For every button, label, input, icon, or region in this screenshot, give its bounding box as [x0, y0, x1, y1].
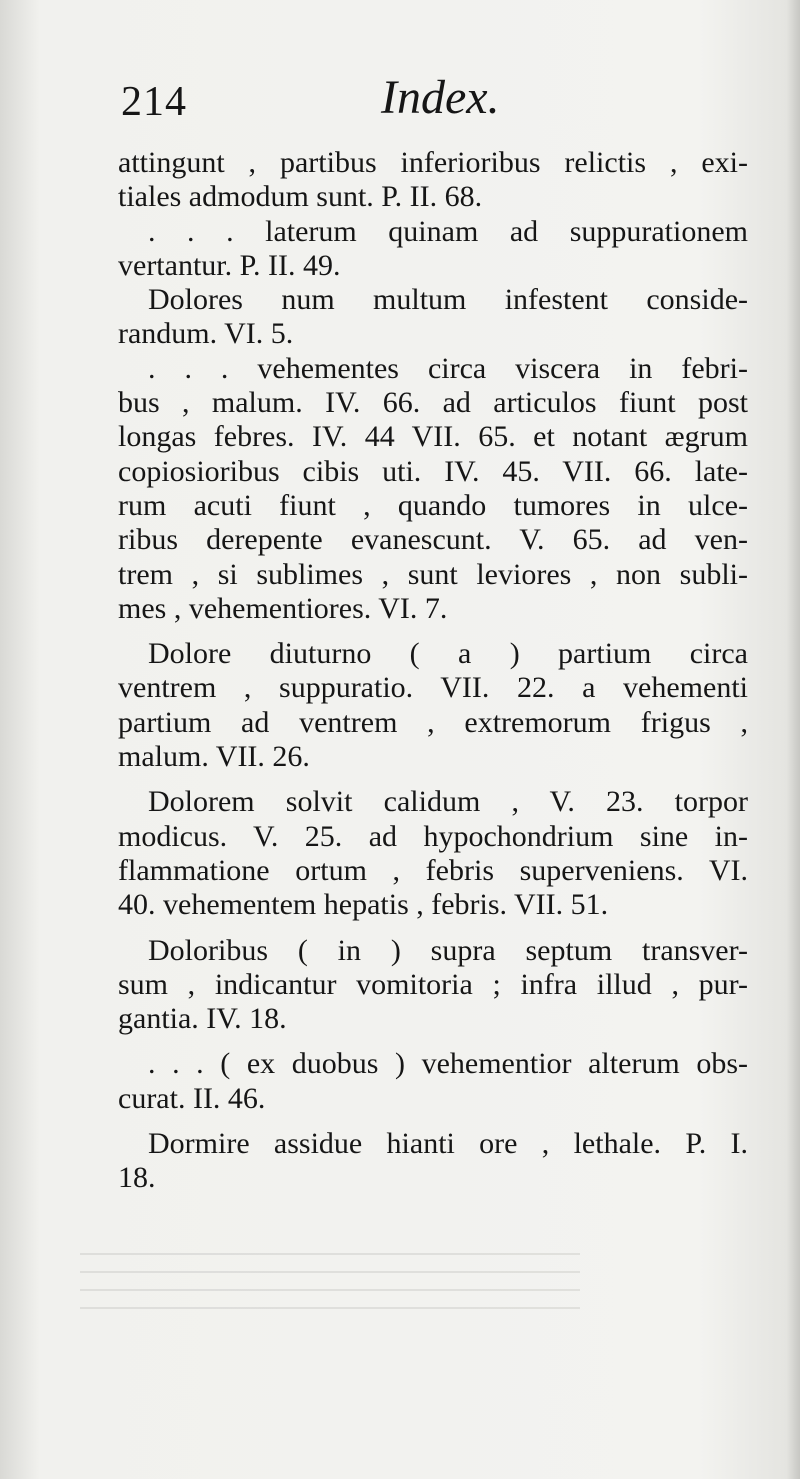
index-line: randum. VI. 5. — [118, 317, 294, 351]
index-text — [118, 146, 748, 1196]
index-line: modicus. V. 25. ad hypochondrium sine in- — [118, 819, 748, 853]
index-headword-line: Dolorem solvit calidum , V. 23. torpor — [148, 785, 748, 819]
index-headword-line: Dolores num multum infestent conside- — [148, 283, 748, 317]
index-line: flammatione ortum , febris superveniens. VI. — [118, 853, 748, 887]
index-headword-line: Doloribus ( in ) supra septum transver- — [148, 933, 748, 967]
index-headword-line: Dormire assidue hianti ore , lethale. P. I. — [148, 1127, 748, 1161]
index-line: attingunt , partibus inferioribus relictis , exi- — [118, 146, 748, 179]
running-title: Index. — [381, 71, 500, 124]
index-line: curat. II. 46. — [118, 1081, 266, 1115]
index-line: rum acuti fiunt , quando tumores in ulce- — [118, 488, 748, 522]
index-line: gantia. IV. 18. — [118, 1002, 287, 1036]
index-line: copiosioribus cibis uti. IV. 45. VII. 66. late- — [118, 454, 748, 488]
page-header — [115, 70, 755, 140]
index-line: sum , indicantur vomitoria ; infra illud , pur- — [118, 967, 748, 1001]
index-line: bus , malum. IV. 66. ad articulos fiunt post — [118, 386, 748, 420]
index-line: partium ad ventrem , extremorum frigus , — [118, 705, 748, 739]
index-line: trem , si sublimes , sunt leviores , non subli- — [118, 557, 748, 591]
index-line: . . . ( ex duobus ) vehementior alterum obs- — [148, 1047, 748, 1081]
page-gutter-shadow — [786, 0, 800, 1479]
index-line: longas febres. IV. 44 VII. 65. et notant ægrum — [118, 420, 748, 454]
index-line: 18. — [118, 1161, 156, 1195]
index-line: malum. VII. 26. — [118, 740, 310, 774]
index-line: vertantur. P. II. 49. — [118, 248, 341, 282]
index-line: . . . laterum quinam ad suppurationem — [148, 214, 748, 248]
index-line: mes , vehementiores. VI. 7. — [118, 591, 448, 625]
index-line: ventrem , suppuratio. VII. 22. a vehementi — [118, 671, 748, 705]
index-line: tiales admodum sunt. P. II. 68. — [118, 180, 483, 214]
page-number: 214 — [121, 79, 187, 125]
show-through-texture — [80, 1249, 580, 1309]
index-line: ribus derepente evanescunt. V. 65. ad ven- — [118, 523, 748, 557]
index-line: . . . vehementes circa viscera in febri- — [148, 351, 748, 385]
index-line: 40. vehementem hepatis , febris. VII. 51. — [118, 888, 609, 922]
index-headword-line: Dolore diuturno ( a ) partium circa — [148, 637, 748, 671]
